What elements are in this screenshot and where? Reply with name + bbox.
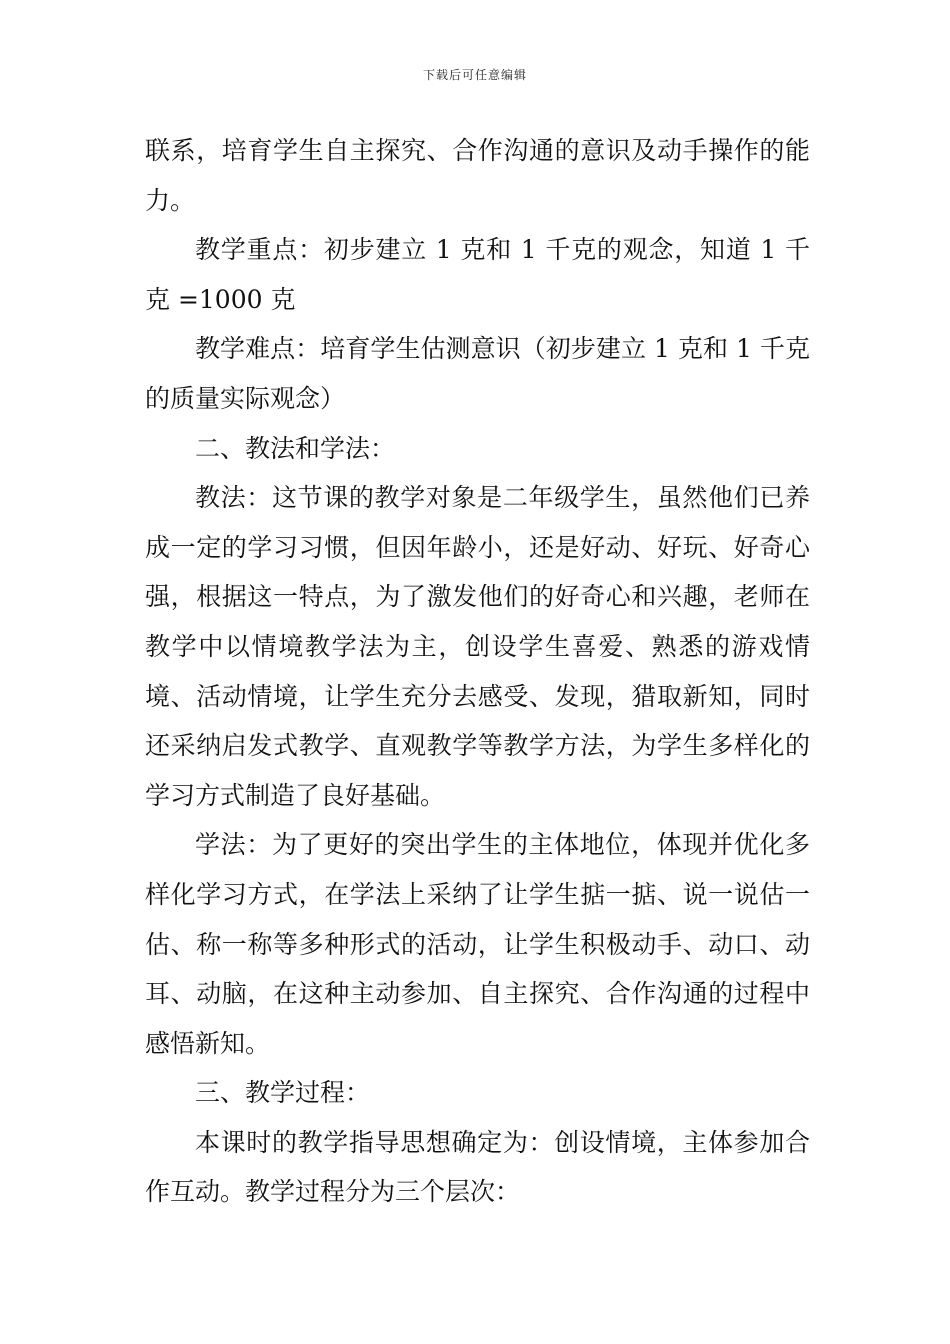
page-header: 下载后可任意编辑: [422, 68, 527, 82]
paragraph-teaching-focus: 教学重点：初步建立 1 克和 1 千克的观念，知道 1 千克 =1000 克: [145, 235, 810, 314]
paragraph-teaching-method: 教法：这节课的教学对象是二年级学生，虽然他们已养成一定的学习习惯，但因年龄小，还是好动、好玩、好奇心强，根据这一特点，为了激发他们的好奇心和兴趣，老师在教学中以情境教学法为主，创设学生喜爱、熟悉的游戏情境、活动情境，让学生充分去感受、发现，猎取新知，同时还采纳启发式教学、直观教学等教学方法，为学生多样化的学习方式制造了良好基础。: [145, 483, 810, 810]
paragraph-teaching-difficulty: 教学难点：培育学生估测意识（初步建立 1 克和 1 千克的质量实际观念）: [145, 334, 810, 413]
section-heading: 三、教学过程：: [195, 1078, 371, 1108]
document-body: [145, 126, 810, 1217]
section-heading: 二、教法和学法：: [195, 433, 396, 463]
paragraph: 联系，培育学生自主探究、合作沟通的意识及动手操作的能力。: [145, 136, 810, 215]
paragraph-learning-method: 学法：为了更好的突出学生的主体地位，体现并优化多样化学习方式，在学法上采纳了让学生掂一掂、说一说估一估、称一称等多种形式的活动，让学生积极动手、动口、动耳、动脑，在这种主动参加、自主探究、合作沟通的过程中感悟新知。: [145, 830, 810, 1058]
paragraph-teaching-process: 本课时的教学指导思想确定为：创设情境，主体参加合作互动。教学过程分为三个层次：: [145, 1127, 810, 1207]
